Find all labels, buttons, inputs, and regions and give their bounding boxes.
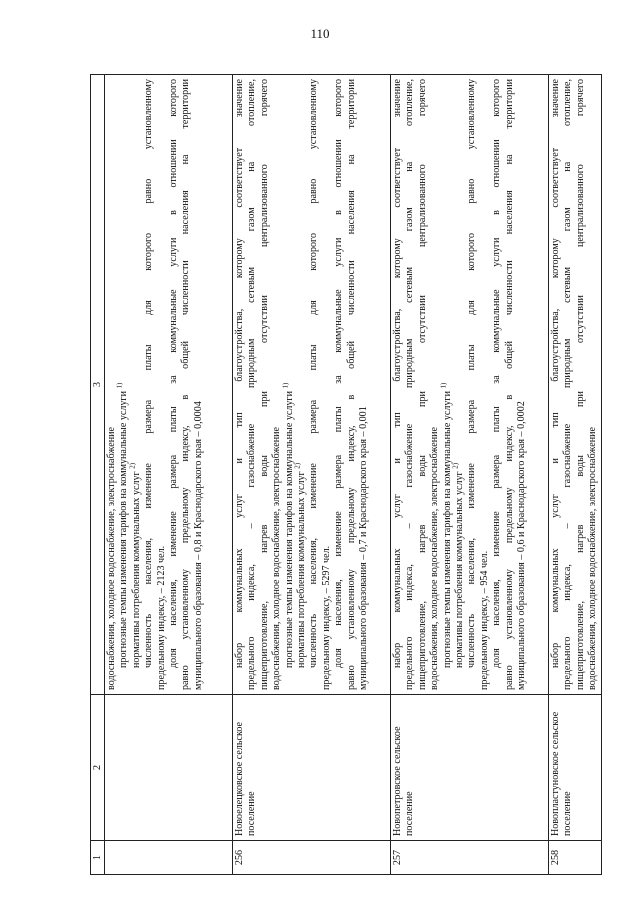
- row-number: 257: [391, 841, 549, 875]
- municipal-index-table: [90, 74, 602, 875]
- table-row: [105, 75, 233, 875]
- row-description: набор коммунальных услуг и тип благоустройства, которому соответствует значение предельного индекса, – газоснабжение природным сетевым газом на отопление, пищеприготовление, нагрев воды при отсутствии централизованного горячего водоснабжения, холодное водоснабжение, электроснабжение прогнозные темпы изменения тарифов на коммунальные услуги $^{1)}$ нормативы потребления коммунальных услуг $^{2)}$ численность населения, изменение размера платы для которого равно установленному предельному индексу, – 5297 чел. доля населения, изменение размера платы за коммунальные услуги в отношении которого равно установленному предельному индексу, в общей численности населения на территории муниципального образования – 0,7 и Краснодарского края – 0,001: [233, 75, 391, 695]
- row-number: 258: [549, 841, 602, 875]
- row-description: водоснабжения, холодное водоснабжение, электроснабжение прогнозные темпы изменения тарифов на коммунальные услуги $^{1)}$ нормативы потребления коммунальных услуг $^{2)}$ численность населения, изменение размера платы для которого равно установленному предельному индексу, – 2123 чел. доля населения, изменение размера платы за коммунальные услуги в отношении которого равно установленному предельному индексу, в общей численности населения на территории муниципального образования – 0,8 и Краснодарского края – 0,0004: [105, 75, 233, 695]
- header-col-1: 1: [91, 841, 105, 875]
- settlement-name: [105, 695, 233, 841]
- settlement-name: Новопетровское сельское поселение: [391, 695, 549, 841]
- header-col-2: 2: [91, 695, 105, 841]
- rotated-table-container: [90, 75, 599, 875]
- row-description: набор коммунальных услуг и тип благоустройства, которому соответствует значение предельного индекса, – газоснабжение природным сетевым газом на отопление, пищеприготовление, нагрев воды при отсутствии централизованного горячего водоснабжения, холодное водоснабжение, электроснабжение: [549, 75, 602, 695]
- table-row: [391, 75, 549, 875]
- table-row: [233, 75, 391, 875]
- table-row: [549, 75, 602, 875]
- header-col-3: 3: [91, 75, 105, 695]
- table-header-row: [91, 75, 105, 875]
- settlement-name: Новоелецковское сельское поселение: [233, 695, 391, 841]
- settlement-name: Новопластуновское сельское поселение: [549, 695, 602, 841]
- page-number: 110: [310, 26, 330, 41]
- row-number: 256: [233, 841, 391, 875]
- row-number: [105, 841, 233, 875]
- row-description: набор коммунальных услуг и тип благоустройства, которому соответствует значение предельного индекса, – газоснабжение природным сетевым газом на отопление, пищеприготовление, нагрев воды при отсутствии централизованного горячего водоснабжения, холодное водоснабжение, электроснабжение прогнозные темпы изменения тарифов на коммунальные услуги $^{1)}$ нормативы потребления коммунальных услуг $^{2)}$ численность населения, изменение размера платы для которого равно установленному предельному индексу, – 954 чел. доля населения, изменение размера платы за коммунальные услуги в отношении которого равно установленному предельному индексу, в общей численности населения на территории муниципального образования – 0,6 и Краснодарского края – 0,0002: [391, 75, 549, 695]
